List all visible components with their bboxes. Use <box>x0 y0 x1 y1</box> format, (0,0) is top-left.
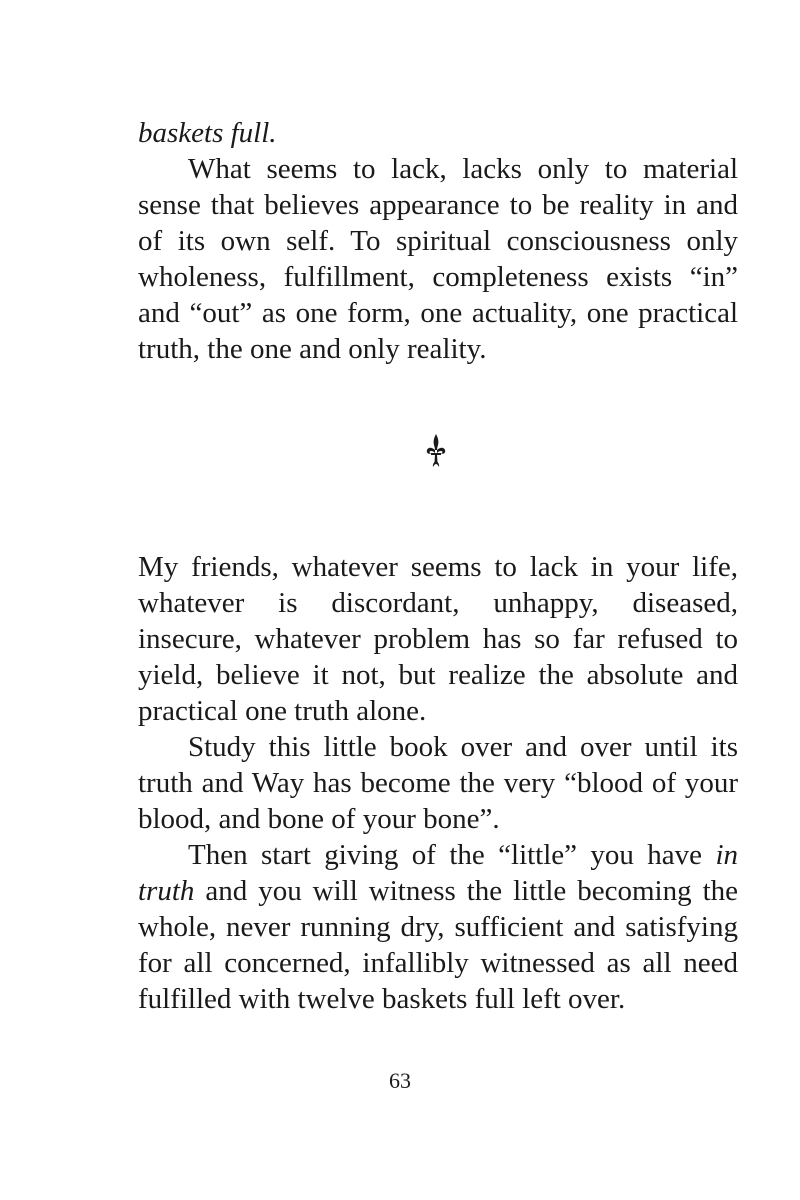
paragraph-my-friends: My friends, whatever seems to lack in your life, whatever is discordant, unhappy, diseased, insecure, whatever problem has so far refused to yield, believe it not, but realize the absolute and practical one truth alone. <box>138 551 738 727</box>
fleur-de-lis-icon <box>424 432 448 472</box>
page-number: 63 <box>389 1068 411 1093</box>
section-two <box>138 549 738 1017</box>
paragraph-giving-end: and you will witness the little becoming the whole, never running dry, sufficient and satisfying for all concerned, infallibly witnessed as all need fulfilled with twelve baskets full left over. <box>138 875 738 1015</box>
section-one <box>138 115 738 367</box>
paragraph-giving <box>138 837 738 1017</box>
paragraph-giving-start: Then start giving of the “little” you have <box>188 839 716 871</box>
paragraph-lack: What seems to lack, lacks only to material sense that believes appearance to be reality in and of its own self. To spiritual consciousness only wholeness, fulfillment, completeness exists “in” and “out” as one form, one actuality, one practical truth, the one and only reality. <box>138 153 738 365</box>
paragraph-giving-italic: in truth <box>138 839 738 907</box>
opening-italic-line: baskets full. <box>138 117 277 149</box>
paragraph-study: Study this little book over and over until its truth and Way has become the very “blood of your blood, and bone of your bone”. <box>138 731 738 835</box>
